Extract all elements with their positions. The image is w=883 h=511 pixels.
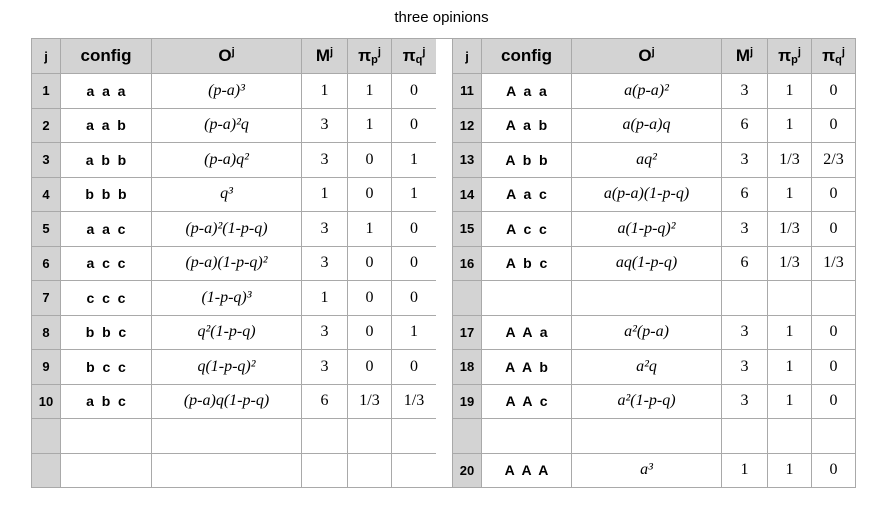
cell-pi-q: 0 [392,108,437,143]
header-pi-q-label: π [822,46,836,65]
cell-pi-q [392,419,437,454]
table-row [32,108,437,143]
cell-o: q³ [152,177,302,212]
cell-pi-q: 1 [392,143,437,178]
cell-config: c c c [61,281,152,316]
table-row [32,177,437,212]
cell-m: 3 [302,212,348,247]
cell-pi-p [768,281,812,316]
cell-pi-p [768,419,812,454]
header-pi-q-label: π [402,46,416,65]
cell-pi-p: 0 [348,143,392,178]
table-gap [436,38,452,488]
cell-m: 6 [722,177,768,212]
cell-m: 3 [722,74,768,109]
cell-o: a²(p-a) [572,315,722,350]
cell-j: 10 [32,384,61,419]
header-pi-q [812,39,856,74]
page-title: three opinions [394,9,489,26]
cell-m: 3 [302,315,348,350]
header-o [152,39,302,74]
header-pi-q-sub: q [415,54,423,66]
cell-o: (p-a)q² [152,143,302,178]
cell-pi-p: 0 [348,315,392,350]
cell-config: a b c [61,384,152,419]
cell-config [482,281,572,316]
cell-j: 3 [32,143,61,178]
cell-config: A c c [482,212,572,247]
header-o-label: O [638,46,652,65]
table-row [453,246,856,281]
cell-o: a²q [572,350,722,385]
header-pi-p-sub: p [791,54,798,66]
header-o-sup: j [231,46,235,58]
cell-pi-q: 0 [812,453,856,488]
cell-o: a(p-a)q [572,108,722,143]
cell-m: 3 [302,246,348,281]
cell-j: 7 [32,281,61,316]
cell-m: 6 [302,384,348,419]
right-table [452,38,856,488]
cell-j: 8 [32,315,61,350]
cell-pi-p: 0 [348,177,392,212]
cell-pi-q [812,281,856,316]
cell-o: (p-a)²(1-p-q) [152,212,302,247]
cell-m: 3 [302,108,348,143]
table-row [453,453,856,488]
cell-pi-p: 1/3 [768,246,812,281]
cell-config: a c c [61,246,152,281]
cell-j: 13 [453,143,482,178]
cell-pi-q: 1/3 [392,384,437,419]
header-m-sup: j [330,46,334,58]
table-row [32,143,437,178]
table-row [32,419,437,454]
header-pi-p-sup: j [377,46,381,58]
cell-pi-p: 1 [768,177,812,212]
cell-j: 18 [453,350,482,385]
cell-pi-q: 0 [812,177,856,212]
header-o [572,39,722,74]
cell-pi-q [812,419,856,454]
cell-config [482,419,572,454]
cell-config: a b b [61,143,152,178]
cell-j [453,281,482,316]
table-row [32,74,437,109]
cell-pi-q: 0 [812,315,856,350]
table-row [453,108,856,143]
header-pi-p [348,39,392,74]
cell-pi-q: 1/3 [812,246,856,281]
header-pi-q-sub: q [835,54,842,66]
cell-o [572,419,722,454]
cell-pi-p: 0 [348,350,392,385]
cell-m: 1 [722,453,768,488]
header-m [722,39,768,74]
cell-m: 3 [722,315,768,350]
cell-j: 15 [453,212,482,247]
cell-pi-q: 0 [812,108,856,143]
cell-o [152,419,302,454]
header-pi-p-label: π [358,46,372,65]
header-m-sup: j [750,46,754,58]
cell-o: a(p-a)(1-p-q) [572,177,722,212]
cell-pi-p: 1/3 [348,384,392,419]
header-row [32,39,437,74]
cell-m [302,453,348,488]
cell-pi-p: 1 [768,350,812,385]
cell-m [722,419,768,454]
table-row [32,281,437,316]
header-pi-q [392,39,437,74]
table-row [32,350,437,385]
cell-config: A A A [482,453,572,488]
cell-o: (1-p-q)³ [152,281,302,316]
cell-m: 3 [722,212,768,247]
cell-pi-p: 1 [768,108,812,143]
cell-config: b b c [61,315,152,350]
cell-pi-q: 0 [812,74,856,109]
table-row [32,212,437,247]
header-pi-p-sup: j [797,46,801,58]
cell-o: aq² [572,143,722,178]
header-pi-p [768,39,812,74]
cell-j: 14 [453,177,482,212]
cell-o: q²(1-p-q) [152,315,302,350]
cell-o: a(1-p-q)² [572,212,722,247]
cell-pi-p [348,453,392,488]
cell-m: 3 [722,143,768,178]
cell-pi-q: 0 [812,350,856,385]
cell-pi-p: 1/3 [768,212,812,247]
header-config: config [61,39,152,74]
cell-config: a a a [61,74,152,109]
cell-config: A b b [482,143,572,178]
cell-j: 2 [32,108,61,143]
cell-j: 5 [32,212,61,247]
cell-j: 20 [453,453,482,488]
cell-config: A a c [482,177,572,212]
cell-o: a²(1-p-q) [572,384,722,419]
table-row [453,74,856,109]
cell-j: 4 [32,177,61,212]
table-row [453,212,856,247]
cell-o: q(1-p-q)² [152,350,302,385]
cell-pi-p: 1 [348,74,392,109]
cell-j: 16 [453,246,482,281]
cell-config: A A c [482,384,572,419]
cell-config: b c c [61,350,152,385]
header-config: config [482,39,572,74]
cell-m: 6 [722,108,768,143]
cell-pi-q: 0 [392,350,437,385]
cell-o: (p-a)²q [152,108,302,143]
cell-pi-q: 2/3 [812,143,856,178]
cell-m: 3 [722,384,768,419]
cell-pi-p: 1 [768,453,812,488]
header-row [453,39,856,74]
cell-j: 12 [453,108,482,143]
cell-pi-q: 0 [392,74,437,109]
header-o-label: O [218,46,232,65]
table-row [453,177,856,212]
cell-config: a a c [61,212,152,247]
cell-pi-p: 1 [768,74,812,109]
header-pi-q-sup: j [422,46,426,58]
cell-j [32,453,61,488]
cell-m: 3 [302,350,348,385]
cell-config: A A b [482,350,572,385]
cell-pi-p: 1 [768,384,812,419]
cell-o: (p-a)(1-p-q)² [152,246,302,281]
cell-o [152,453,302,488]
header-m-label: M [315,46,331,65]
header-m-label: M [735,46,751,65]
header-j: j [32,39,61,74]
cell-config: b b b [61,177,152,212]
cell-m: 3 [302,143,348,178]
cell-o: (p-a)q(1-p-q) [152,384,302,419]
cell-m: 1 [302,281,348,316]
cell-pi-q: 1 [392,177,437,212]
cell-pi-q: 1 [392,315,437,350]
cell-pi-p [348,419,392,454]
table-row [453,419,856,454]
cell-m [722,281,768,316]
table-row [32,246,437,281]
cell-config: A a a [482,74,572,109]
header-pi-p-label: π [778,46,792,65]
cell-o: (p-a)³ [152,74,302,109]
cell-m: 3 [722,350,768,385]
cell-config [61,419,152,454]
header-pi-q-sup: j [841,46,845,58]
cell-j: 11 [453,74,482,109]
cell-config [61,453,152,488]
cell-config: A A a [482,315,572,350]
cell-pi-p: 1/3 [768,143,812,178]
cell-o [572,281,722,316]
table-row [453,384,856,419]
left-table [31,38,437,488]
table-row [453,143,856,178]
cell-m: 1 [302,177,348,212]
table-row [32,315,437,350]
cell-j: 17 [453,315,482,350]
cell-m: 6 [722,246,768,281]
cell-pi-p: 1 [348,108,392,143]
cell-pi-p: 0 [348,246,392,281]
header-j: j [453,39,482,74]
cell-config: A b c [482,246,572,281]
cell-m: 1 [302,74,348,109]
cell-m [302,419,348,454]
cell-o: a³ [572,453,722,488]
cell-pi-p: 1 [348,212,392,247]
cell-j: 19 [453,384,482,419]
cell-pi-q: 0 [392,246,437,281]
cell-pi-p: 0 [348,281,392,316]
cell-o: a(p-a)² [572,74,722,109]
cell-j: 6 [32,246,61,281]
cell-pi-q: 0 [812,384,856,419]
cell-config: a a b [61,108,152,143]
table-row [32,384,437,419]
cell-config: A a b [482,108,572,143]
cell-j [453,419,482,454]
table-row [453,281,856,316]
cell-j: 1 [32,74,61,109]
table-row [453,350,856,385]
header-pi-p-sub: p [371,54,378,66]
cell-j [32,419,61,454]
cell-pi-p: 1 [768,315,812,350]
cell-pi-q: 0 [812,212,856,247]
header-m [302,39,348,74]
cell-j: 9 [32,350,61,385]
cell-pi-q: 0 [392,212,437,247]
cell-pi-q: 0 [392,281,437,316]
header-o-sup: j [651,46,655,58]
cell-o: aq(1-p-q) [572,246,722,281]
table-row [32,453,437,488]
table-row [453,315,856,350]
cell-pi-q [392,453,437,488]
